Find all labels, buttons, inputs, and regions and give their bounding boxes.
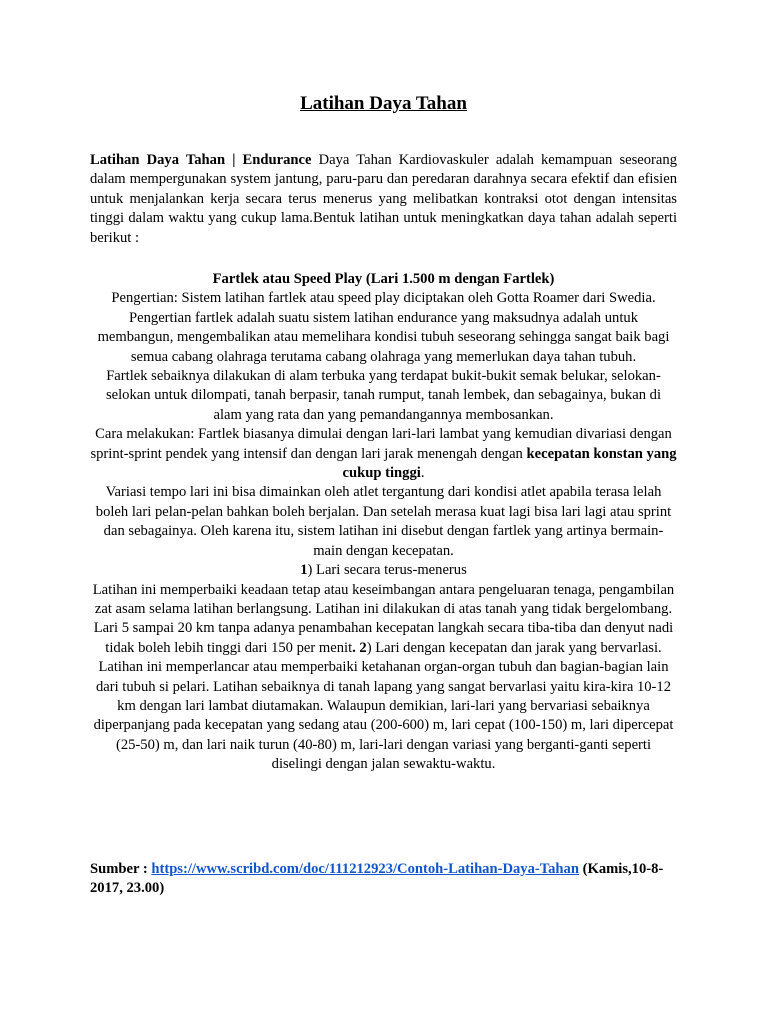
item-1-paragraph	[90, 581, 677, 775]
item-1-label: ) Lari secara terus-menerus	[307, 562, 467, 579]
item-1-text: Latihan ini memperbaiki keadaan tetap atau keseimbangan antara pengeluaran tenaga, pengambilan zat asam selama latihan berlangsung. Latihan ini dilakukan di atas tanah yang tidak bergelombang. Lari 5 sampai 20 km tanpa adanya penambahan kecepatan langkah secara tiba-tiba dan denyut nadi tidak boleh lebih tinggi dari 150 per menit	[92, 581, 675, 656]
cara-end: .	[420, 465, 425, 482]
document-title: Latihan Daya Tahan	[300, 93, 467, 114]
pengertian-detail: Pengertian fartlek adalah suatu sistem latihan endurance yang maksudnya adalah untuk membangun, mengembalikan atau memelihara kondisi tubuh seseorang sehingga sangat baik bagi semua cabang olahraga terutama cabang olahraga yang memerlukan daya tahan tubuh.	[97, 309, 670, 365]
intro-text: Daya Tahan Kardiovaskuler adalah kemampuan seseorang dalam mempergunakan system jantung, paru-paru dan peredaran darahnya secara efektif dan efisien untuk menjalankan kerja secara terus menerus yang melibatkan kontraksi otot dengan intensitas tinggi dalam waktu yang cukup lama.Bentuk latihan untuk meningkatkan daya tahan adalah seperti berikut :	[90, 152, 677, 246]
source-link[interactable]: https://www.scribd.com/doc/111212923/Contoh-Latihan-Daya-Tahan	[151, 861, 579, 877]
item-1-heading	[90, 561, 677, 580]
item-1-end: .	[352, 639, 360, 656]
intro-lead: Latihan Daya Tahan | Endurance	[90, 152, 312, 168]
item-2-text: ) Lari dengan kecepatan dan jarak yang bervarlasi. Latihan ini memperlancar atau memperbaiki ketahanan organ-organ tubuh dan bagian-bagian lain dari tubuh si pelari. Latihan sebaiknya di tanah lapang yang sangat bervarlasi yaitu kira-kira 10-12 km dengan lari lambat diutamakan. Walaupun demikian, lari-lari yang bervariasi sebaiknya diperpanjang pada kecepatan yang sedang atau (200-600) m, lari cepat (100-150) m, lari dipercepat (25-50) m, dan lari naik turun (40-80) m, lari-lari dengan variasi yang berganti-ganti seperti diselingi dengan jalan sewaktu-waktu.	[93, 639, 674, 773]
cara-bold: kecepatan konstan yang cukup tinggi	[342, 445, 677, 482]
item-2-number: 2	[359, 639, 367, 656]
variasi-tempo: Variasi tempo lari ini bisa dimainkan oleh atlet tergantung dari kondisi atlet apabila terasa lelah boleh lari pelan-pelan bahkan boleh berjalan. Dan setelah merasa kuat lagi bisa lari lagi atau sprint dan sebagainya. Oleh karena itu, sistem latihan ini disebut dengan fartlek yang artinya bermain-main dengan kecepatan.	[95, 484, 672, 559]
fartlek-section	[90, 270, 677, 775]
cara-melakukan	[90, 425, 677, 483]
fartlek-location: Fartlek sebaiknya dilakukan di alam terbuka yang terdapat bukit-bukit semak belukar, selokan-selokan untuk dilompati, tanah berpasir, tanah rumput, tanah lembek, dan sebagainya, bukan di alam yang rata dan yang pemandangannya membosankan.	[105, 368, 662, 423]
item-1-number: 1	[300, 562, 308, 579]
source-line	[90, 860, 677, 899]
cara-text: Cara melakukan: Fartlek biasanya dimulai dengan lari-lari lambat yang kemudian divariasi dengan sprint-sprint pendek yang intensif dan dengan lari jarak menengah dengan	[90, 426, 672, 462]
source-date: (Kamis,10-8-2017, 23.00)	[90, 861, 664, 897]
source-label: Sumber :	[90, 861, 152, 877]
pengertian-origin: Pengertian: Sistem latihan fartlek atau speed play diciptakan oleh Gotta Roamer dari Swedia.	[111, 290, 656, 307]
fartlek-heading: Fartlek atau Speed Play (Lari 1.500 m dengan Fartlek)	[212, 271, 555, 287]
intro-paragraph	[90, 151, 677, 248]
